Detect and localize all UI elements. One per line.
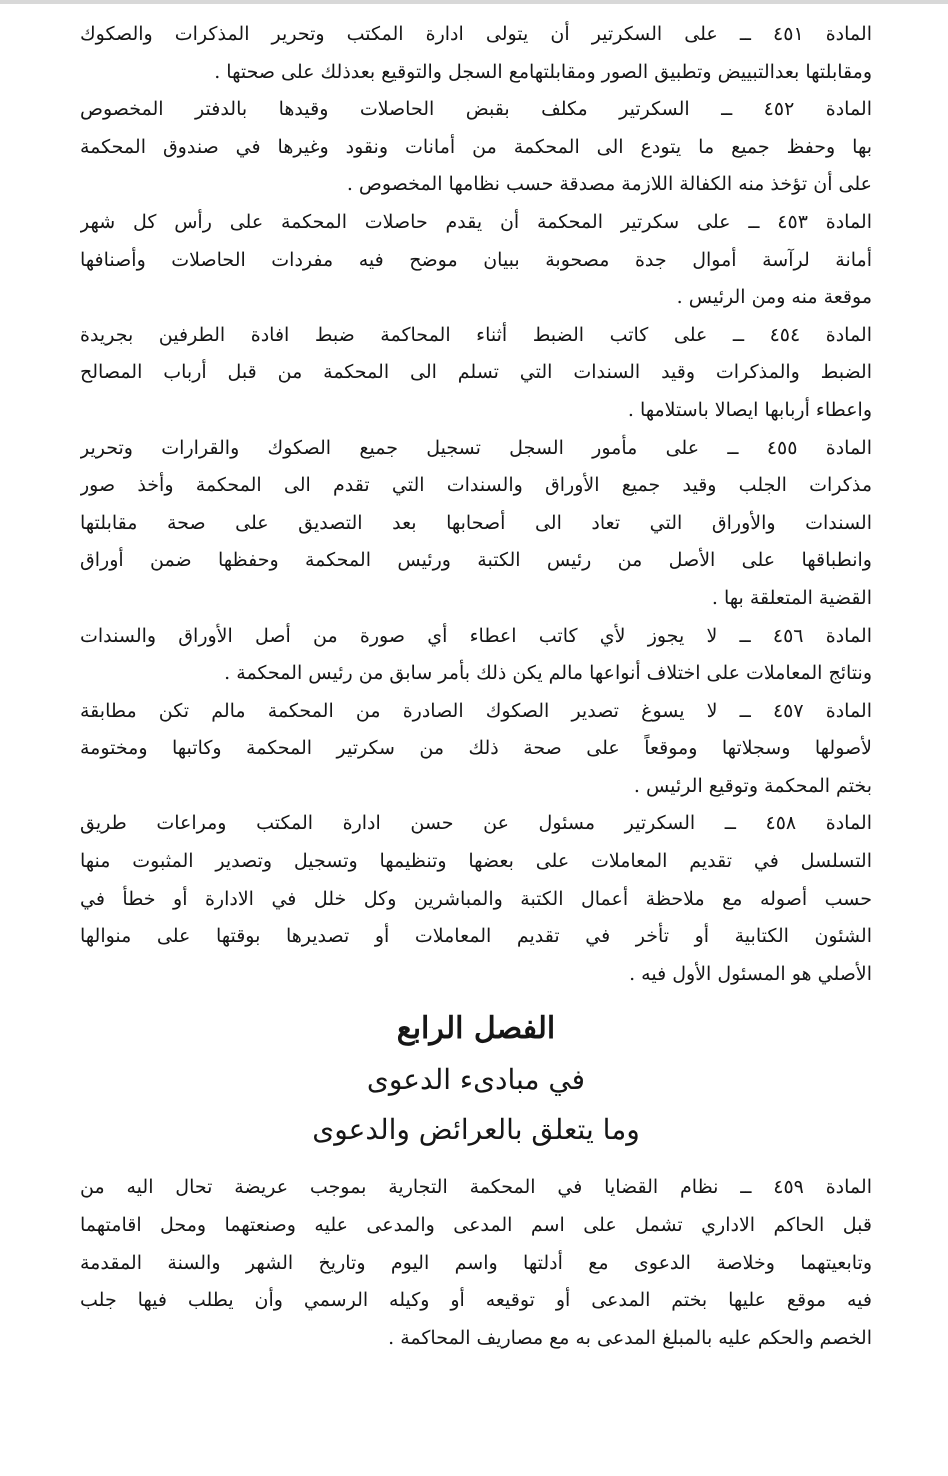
article-line: بختم المحكمة وتوقيع الرئيس .: [633, 774, 872, 797]
article-line: ونتائج المعاملات على اختلاف أنواعها مالم يكن ذلك بأمر سابق من رئيس المحكمة .: [224, 662, 872, 685]
article-line: المادة ٤٥٤ ــ على كاتب الضبط أثناء المحاكمة ضبط افادة الطرفين بجريدة: [80, 323, 872, 346]
article-line: موقعة منه ومن الرئيس .: [676, 286, 872, 309]
article-455: [80, 430, 872, 618]
article-line: السندات والأوراق التي تعاد الى أصحابها بعد التصديق على صحة مقابلتها: [80, 511, 872, 534]
article-line: أمانة لرآسة أموال جدة مصحوبة ببيان موضح فيه مفردات الحاصلات وأصنافها: [80, 248, 872, 271]
article-line: وانطباقها على الأصل من رئيس الكتبة ورئيس المحكمة وحفظها ضمن أوراق: [80, 549, 872, 572]
chapter-subtitle: وما يتعلق بالعرائض والدعوى: [312, 1113, 640, 1147]
article-line: ومقابلتها بعدالتبييض وتطبيق الصور ومقابلتهامع السجل والتوقيع بعدذلك على صحتها .: [214, 60, 872, 83]
article-452: [80, 91, 872, 204]
article-line: المادة ٤٥٦ ــ لا يجوز لأي كاتب اعطاء أي صورة من أصل الأوراق والسندات: [80, 624, 872, 647]
article-451: [80, 16, 872, 91]
document-body: [80, 16, 872, 1357]
top-border: [0, 0, 948, 4]
article-line: المادة ٤٥٥ ــ على مأمور السجل تسجيل جميع الصكوك والقرارات وتحرير: [80, 436, 872, 459]
article-453: [80, 204, 872, 317]
article-line: لأصولها وسجلاتها وموقعاً على صحة ذلك من سكرتير المحكمة وكاتبها ومختومة: [80, 737, 872, 760]
article-line: حسب أصوله مع ملاحظة أعمال الكتبة والمباشرين وكل خلل في الادارة أو خطأ في: [80, 887, 872, 910]
article-line: وتابعيتهما وخلاصة الدعوى مع أدلتها واسم اليوم وتاريخ الشهر والسنة المقدمة: [80, 1251, 872, 1274]
article-line: الخصم والحكم عليه بالمبلغ المدعى به مع مصاريف المحاكمة .: [388, 1326, 872, 1349]
article-line: المادة ٤٥٩ ــ نظام القضايا في المحكمة التجارية بموجب عريضة تحال اليه من: [80, 1176, 872, 1199]
article-line: فيه موقع عليها بختم المدعى أو توقيعه أو وكيله الرسمي وأن يطلب فيها جلب: [80, 1289, 872, 1312]
article-line: المادة ٤٥٧ ــ لا يسوغ تصدير الصكوك الصادرة من المحكمة مالم تكن مطابقة: [80, 699, 872, 722]
article-line: المادة ٤٥٨ ــ السكرتير مسئول عن حسن ادارة المكتب ومراعات طريق: [80, 812, 872, 835]
article-line: بها وحفظ جميع ما يتودع الى المحكمة من أمانات ونقود وغيرها في صندوق المحكمة: [80, 135, 872, 158]
chapter-title: الفصل الرابع: [396, 1011, 556, 1047]
article-line: واعطاء أربابها ايصالا باستلامها .: [627, 398, 872, 421]
article-line: التسلسل في تقديم المعاملات على بعضها وتنظيمها وتسجيل وتصدير المثبوت منها: [80, 850, 872, 873]
article-line: الأصلي هو المسئول الأول فيه .: [629, 962, 872, 985]
article-456: [80, 618, 872, 693]
article-459: [80, 1169, 872, 1357]
article-457: [80, 693, 872, 806]
article-line: المادة ٤٥٣ ــ على سكرتير المحكمة أن يقدم حاصلات المحكمة على رأس كل شهر: [80, 210, 872, 233]
article-line: قبل الحاكم الاداري تشمل على اسم المدعى والمدعى عليه وصنعتهما ومحل اقامتهما: [80, 1214, 872, 1237]
article-line: الشئون الكتابية أو تأخر في تقديم المعاملات أو تصديرها بوقتها على منوالها: [80, 925, 872, 948]
article-line: المادة ٤٥١ ــ على السكرتير أن يتولى ادارة المكتب وتحرير المذكرات والصكوك: [80, 23, 872, 45]
article-454: [80, 317, 872, 430]
article-line: على أن تؤخذ منه الكفالة اللازمة مصدقة حسب نظامها المخصوص .: [346, 173, 872, 196]
chapter-subtitle: في مبادىء الدعوى: [366, 1063, 586, 1097]
article-line: الضبط والمذكرات وقيد السندات التي تسلم الى المحكمة من قبل أرباب المصالح: [80, 361, 872, 384]
article-line: مذكرات الجلب وقيد جميع الأوراق والسندات التي تقدم الى المحكمة وأخذ صور: [80, 474, 872, 497]
article-458: [80, 805, 872, 993]
article-line: المادة ٤٥٢ ــ السكرتير مكلف بقبض الحاصلات وقيدها بالدفتر المخصوص: [80, 98, 872, 121]
chapter-heading: [80, 1003, 872, 1155]
article-line: القضية المتعلقة بها .: [711, 586, 872, 609]
